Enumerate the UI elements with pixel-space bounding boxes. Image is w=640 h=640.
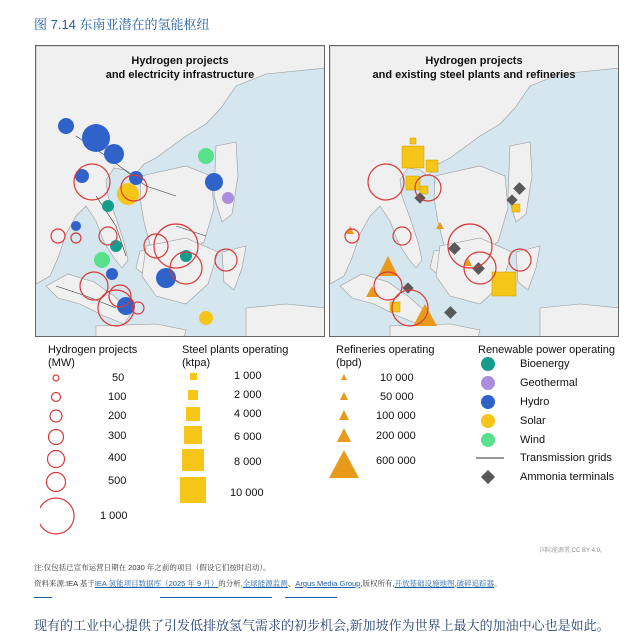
ammonia-terminal [444,306,457,319]
refinery-legend-label: 200 000 [376,430,416,442]
landmass [36,46,325,337]
steel-legend-label: 2 000 [234,389,262,401]
hydro-plant [106,268,118,280]
hydro-plant [82,124,110,152]
underline-rule [160,597,272,598]
hydro-plant [104,144,124,164]
map-panel-electricity [35,45,325,337]
note: 注:仅包括已宣布运营日期在 2030 年之前的项目（假设它们按时启动）。 [34,563,271,572]
hydro-plant [205,173,223,191]
solar-plant [117,183,139,205]
renewable-legend-label: Hydro [520,396,550,408]
legend-steel: Steel plants operating (ktpa) 1 000 2 000 4 000 6 000 8 000 10 000 [182,344,288,370]
legend-refineries: Refineries operating (bpd) 10 000 50 000 100 000 200 000 600 000 [336,344,434,370]
body-paragraph: 现有的工业中心提供了引发低排放氢气需求的初步机会,新加坡作为世界上最大的加油中心也是如此。 [34,618,610,633]
bioenergy-plant [110,240,122,252]
underline-rule [34,597,52,598]
steel-legend-label: 8 000 [234,456,262,468]
map-electricity [36,46,325,337]
renewable-legend-label: Geothermal [520,377,578,389]
left-panel-title: Hydrogen projects and electricity infrastructure [105,55,255,81]
map-panel-steel-refineries [329,45,619,337]
refinery-legend-label: 100 000 [376,410,416,422]
hydrogen-legend-label: 50 [112,372,125,384]
renewable-legend-label: Bioenergy [520,358,570,370]
figure-title: 图 7.14 东南亚潜在的氢能枢纽 [34,17,210,32]
wind-plant [94,252,110,268]
right-panel-title: Hydrogen projects and existing steel plants and refineries [372,55,576,81]
steel-plant [406,176,420,190]
transmission-legend-label: Transmission grids [520,452,612,464]
source-link-hydrogen-db[interactable]: IEA 氢能项目数据库（2025 年 9 月） [94,579,219,588]
renewable-legend-symbols [476,354,506,494]
renewable-legend-label: Solar [520,415,546,427]
legend-hydrogen: Hydrogen projects (MW) 50 100 200 300 400 500 1 000 [48,344,137,370]
wind-plant [198,148,214,164]
steel-plant [402,146,424,168]
geothermal-plant [222,192,234,204]
steel-plant [492,272,516,296]
steel-plant [512,204,520,212]
refinery [378,256,398,276]
bioenergy-plant [102,200,114,212]
credit: 国际能源署,CC BY 4.0。 [540,548,606,554]
steel-legend-label: 4 000 [234,408,262,420]
steel-plant [420,186,428,194]
hydrogen-legend-label: 300 [108,430,127,442]
source-link-argus[interactable]: Argus Media Group [295,579,361,588]
hydro-plant [71,221,81,231]
underline-rule [285,597,337,598]
refinery-legend-label: 50 000 [380,391,414,403]
steel-plant [426,160,438,172]
ammonia-terminal [402,282,413,293]
steel-legend-symbols [176,366,216,536]
steel-plant [410,138,416,144]
refinery-legend-label: 600 000 [376,455,416,467]
hydrogen-legend-label: 100 [108,391,127,403]
map-steel-refineries [330,46,619,337]
refinery-legend-label: 10 000 [380,372,414,384]
steel-legend-label: 6 000 [234,431,262,443]
ammonia-legend-label: Ammonia terminals [520,471,615,483]
solar-plant [199,311,213,325]
steel-legend-label: 10 000 [230,487,264,499]
hydro-plant [129,171,143,185]
source-link-osm[interactable]: 开放基础设施地图 [394,579,455,588]
source-line: 资料来源:IEA 基于IEA 氢能项目数据库（2025 年 9 月）的分析,全球能源监测、Argus Media Group,版权所有,开放基础设施地图,破碎追踪器。 [34,579,502,588]
hydrogen-legend-label: 500 [108,475,127,487]
legend-renewable: Renewable power operating Bioenergy Geothermal Hydro Solar Wind Transmission grids Ammonia terminals [478,344,615,357]
steel-legend-label: 1 000 [234,370,262,382]
hydrogen-legend-symbols [40,366,80,556]
source-link-gem[interactable]: 全球能源监测 [242,579,288,588]
renewable-legend-label: Wind [520,434,546,446]
hydrogen-project [71,233,81,243]
hydrogen-legend-label: 400 [108,452,127,464]
refinery-legend-symbols [328,366,368,516]
hydrogen-legend-label: 200 [108,410,127,422]
hydro-plant [58,118,74,134]
source-link-fracking[interactable]: 破碎追踪器 [456,579,495,588]
hydrogen-legend-label: 1 000 [100,510,128,522]
